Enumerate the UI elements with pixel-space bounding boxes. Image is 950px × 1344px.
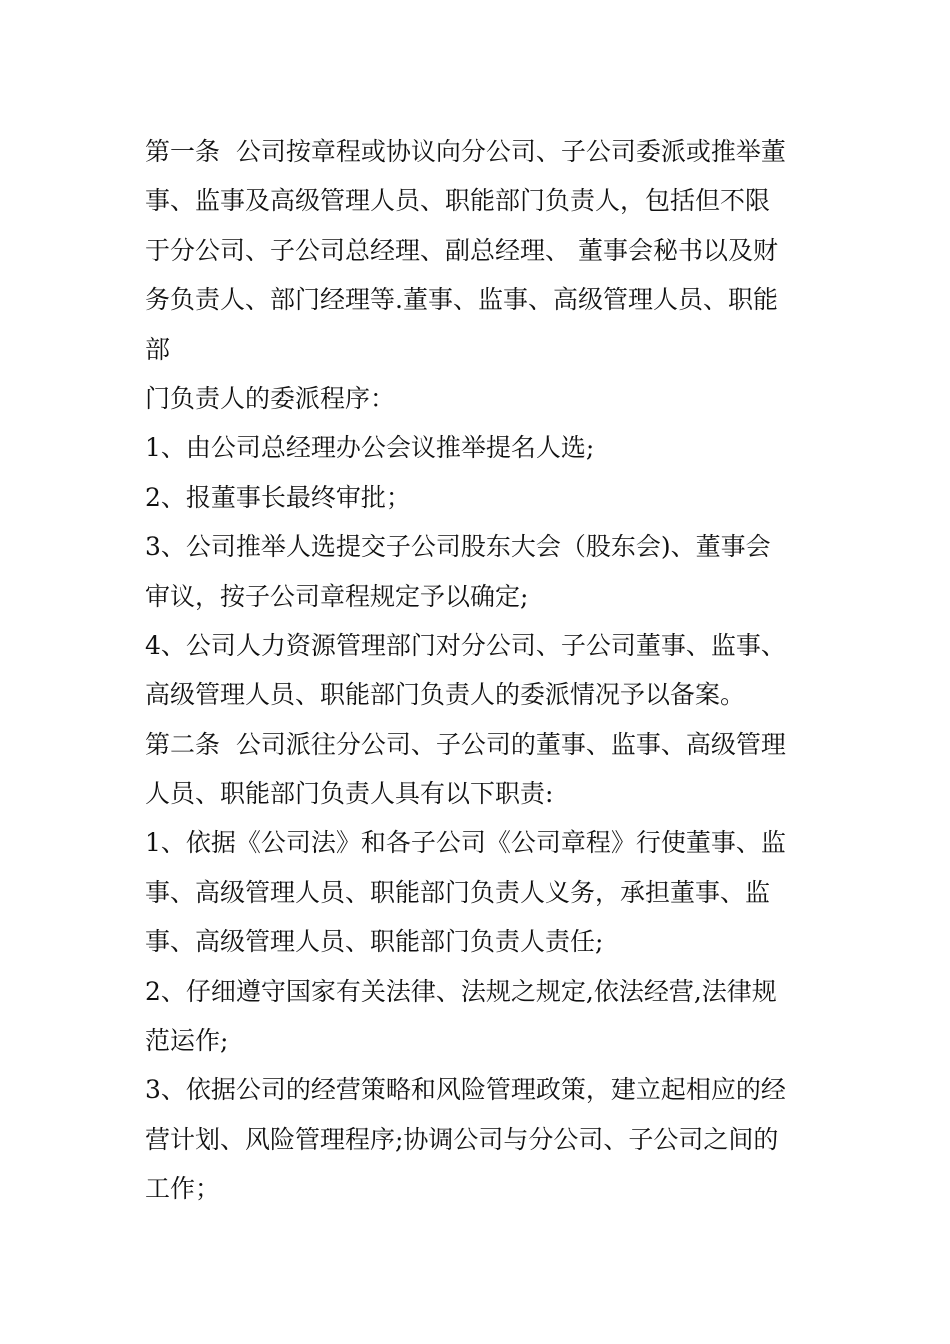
text-line: 门负责人的委派程序： <box>145 383 396 413</box>
text-line: 事、监事及高级管理人员、职能部门负责人，包括但不限 <box>145 186 771 216</box>
text-line: 事、高级管理人员、职能部门负责人义务，承担董事、监 <box>145 877 771 907</box>
text-line: 1、由公司总经理办公会议推举提名人选; <box>145 433 595 463</box>
text-line: 审议，按子公司章程规定予以确定; <box>145 581 529 611</box>
text-line: 2、仔细遵守国家有关法律、法规之规定,依法经营,法律规 <box>145 976 777 1006</box>
text-line: 人员、职能部门负责人具有以下职责: <box>145 779 554 809</box>
text-line: 事、高级管理人员、职能部门负责人责任; <box>145 927 604 957</box>
text-line: 高级管理人员、职能部门负责人的委派情况予以备案。 <box>145 680 746 710</box>
text-line: 营计划、风险管理程序;协调公司与分公司、子公司之间的 <box>145 1124 779 1154</box>
text-line: 范运作; <box>145 1026 229 1056</box>
text-line: 1、依据《公司法》和各子公司《公司章程》行使董事、监 <box>145 828 786 858</box>
text-line: 第一条 公司按章程或协议向分公司、子公司委派或推举董 <box>145 137 786 166</box>
text-line: 务负责人、部门经理等.董事、监事、高级管理人员、职能 <box>145 285 778 315</box>
text-line: 部 <box>145 334 171 364</box>
text-line: 4、公司人力资源管理部门对分公司、子公司董事、监事、 <box>145 630 786 660</box>
text-line: 3、公司推举人选提交子公司股东大会（股东会)、董事会 <box>145 532 771 562</box>
text-line: 第二条 公司派往分公司、子公司的董事、监事、高级管理 <box>145 729 786 759</box>
text-line: 于分公司、子公司总经理、副总经理、 董事会秘书以及财 <box>145 235 778 265</box>
text-line: 2、报董事长最终审批； <box>145 482 411 512</box>
document-body <box>145 127 810 1214</box>
text-line: 3、依据公司的经营策略和风险管理政策，建立起相应的经 <box>145 1075 786 1105</box>
text-line: 工作； <box>145 1174 221 1204</box>
